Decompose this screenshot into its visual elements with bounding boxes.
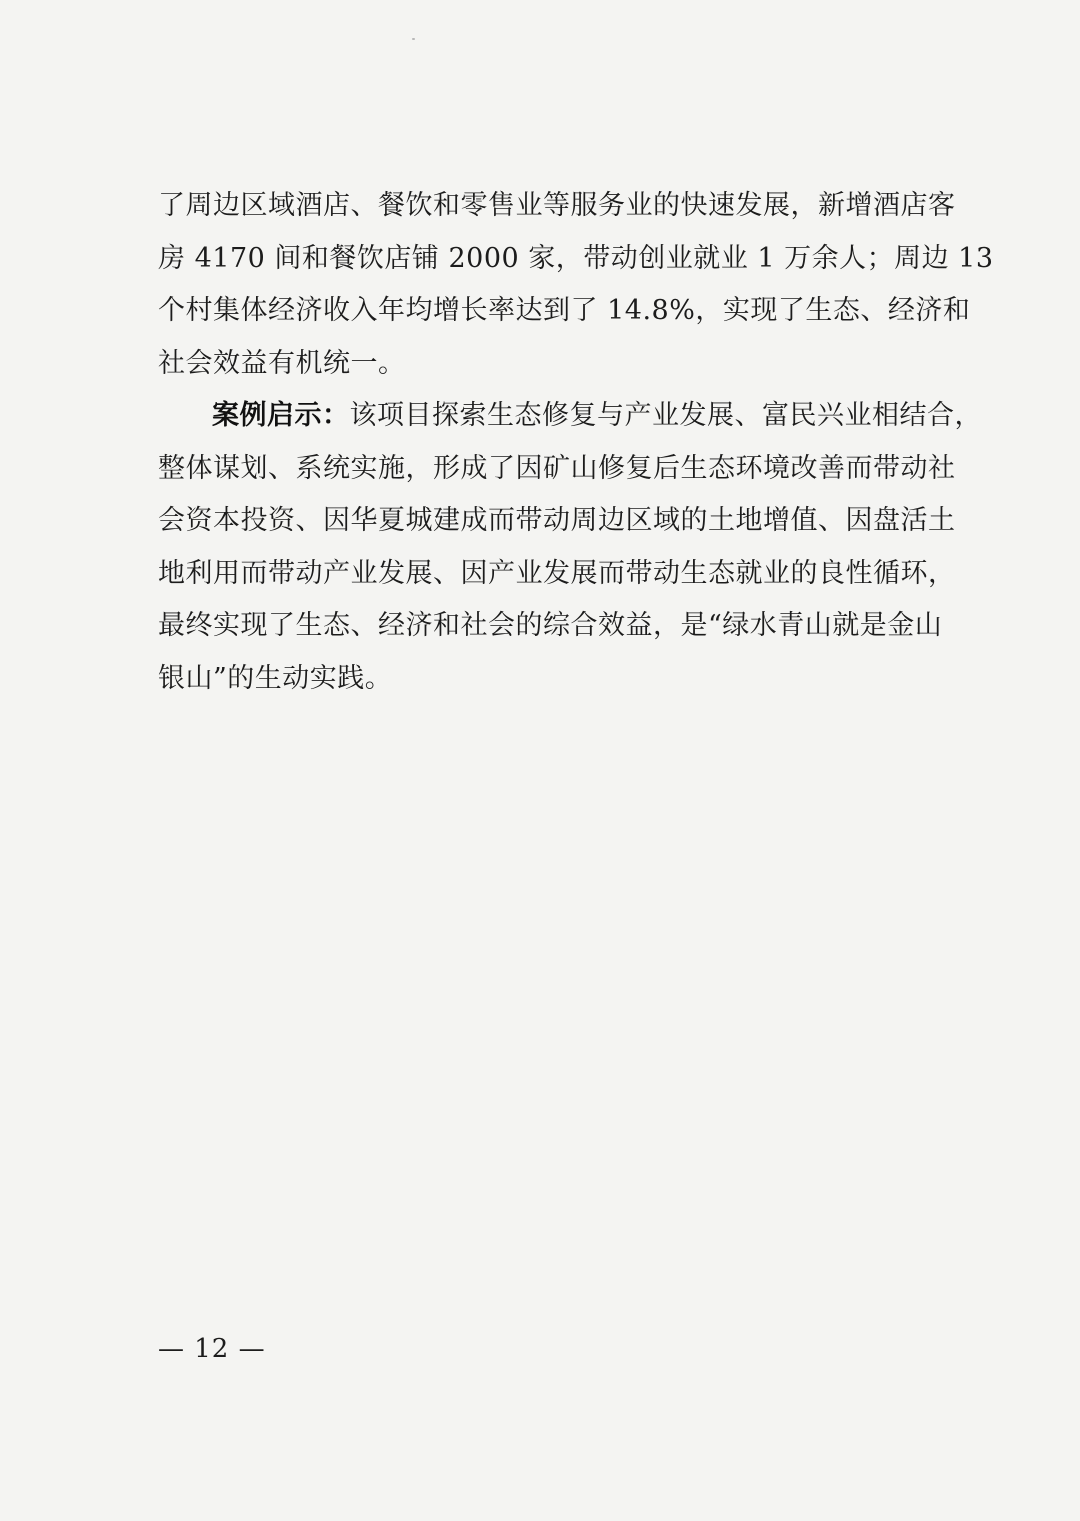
- case-insight-label: 案例启示：: [212, 400, 350, 431]
- text-line: 最终实现了生态、经济和社会的综合效益，是“绿水青山就是金山: [158, 610, 943, 641]
- text-line: 个村集体经济收入年均增长率达到了 14.8%，实现了生态、经济和: [158, 295, 971, 326]
- text-line: 整体谋划、系统实施，形成了因矿山修复后生态环境改善而带动社: [158, 452, 956, 484]
- text-line: 地利用而带动产业发展、因产业发展而带动生态就业的良性循环，: [158, 557, 956, 589]
- text-line: 房 4170 间和餐饮店铺 2000 家，带动创业就业 1 万余人；周边 13: [158, 242, 994, 274]
- paragraph: [158, 390, 982, 705]
- text-line: 会资本投资、因华夏城建成而带动周边区域的土地增值、因盘活土: [158, 505, 956, 536]
- text-line: 了周边区域酒店、餐饮和零售业等服务业的快速发展，新增酒店客: [158, 190, 956, 221]
- body-text: [158, 180, 994, 705]
- text-fragment: 该项目探索生态修复与产业发展、富民兴业相结合，: [349, 400, 982, 431]
- page-number: — 12 —: [158, 1334, 266, 1364]
- paragraph: [158, 180, 994, 390]
- text-line: [158, 390, 982, 443]
- scan-speck: [412, 38, 415, 40]
- text-line: 社会效益有机统一。: [158, 347, 406, 379]
- text-line: 银山”的生动实践。: [158, 662, 393, 694]
